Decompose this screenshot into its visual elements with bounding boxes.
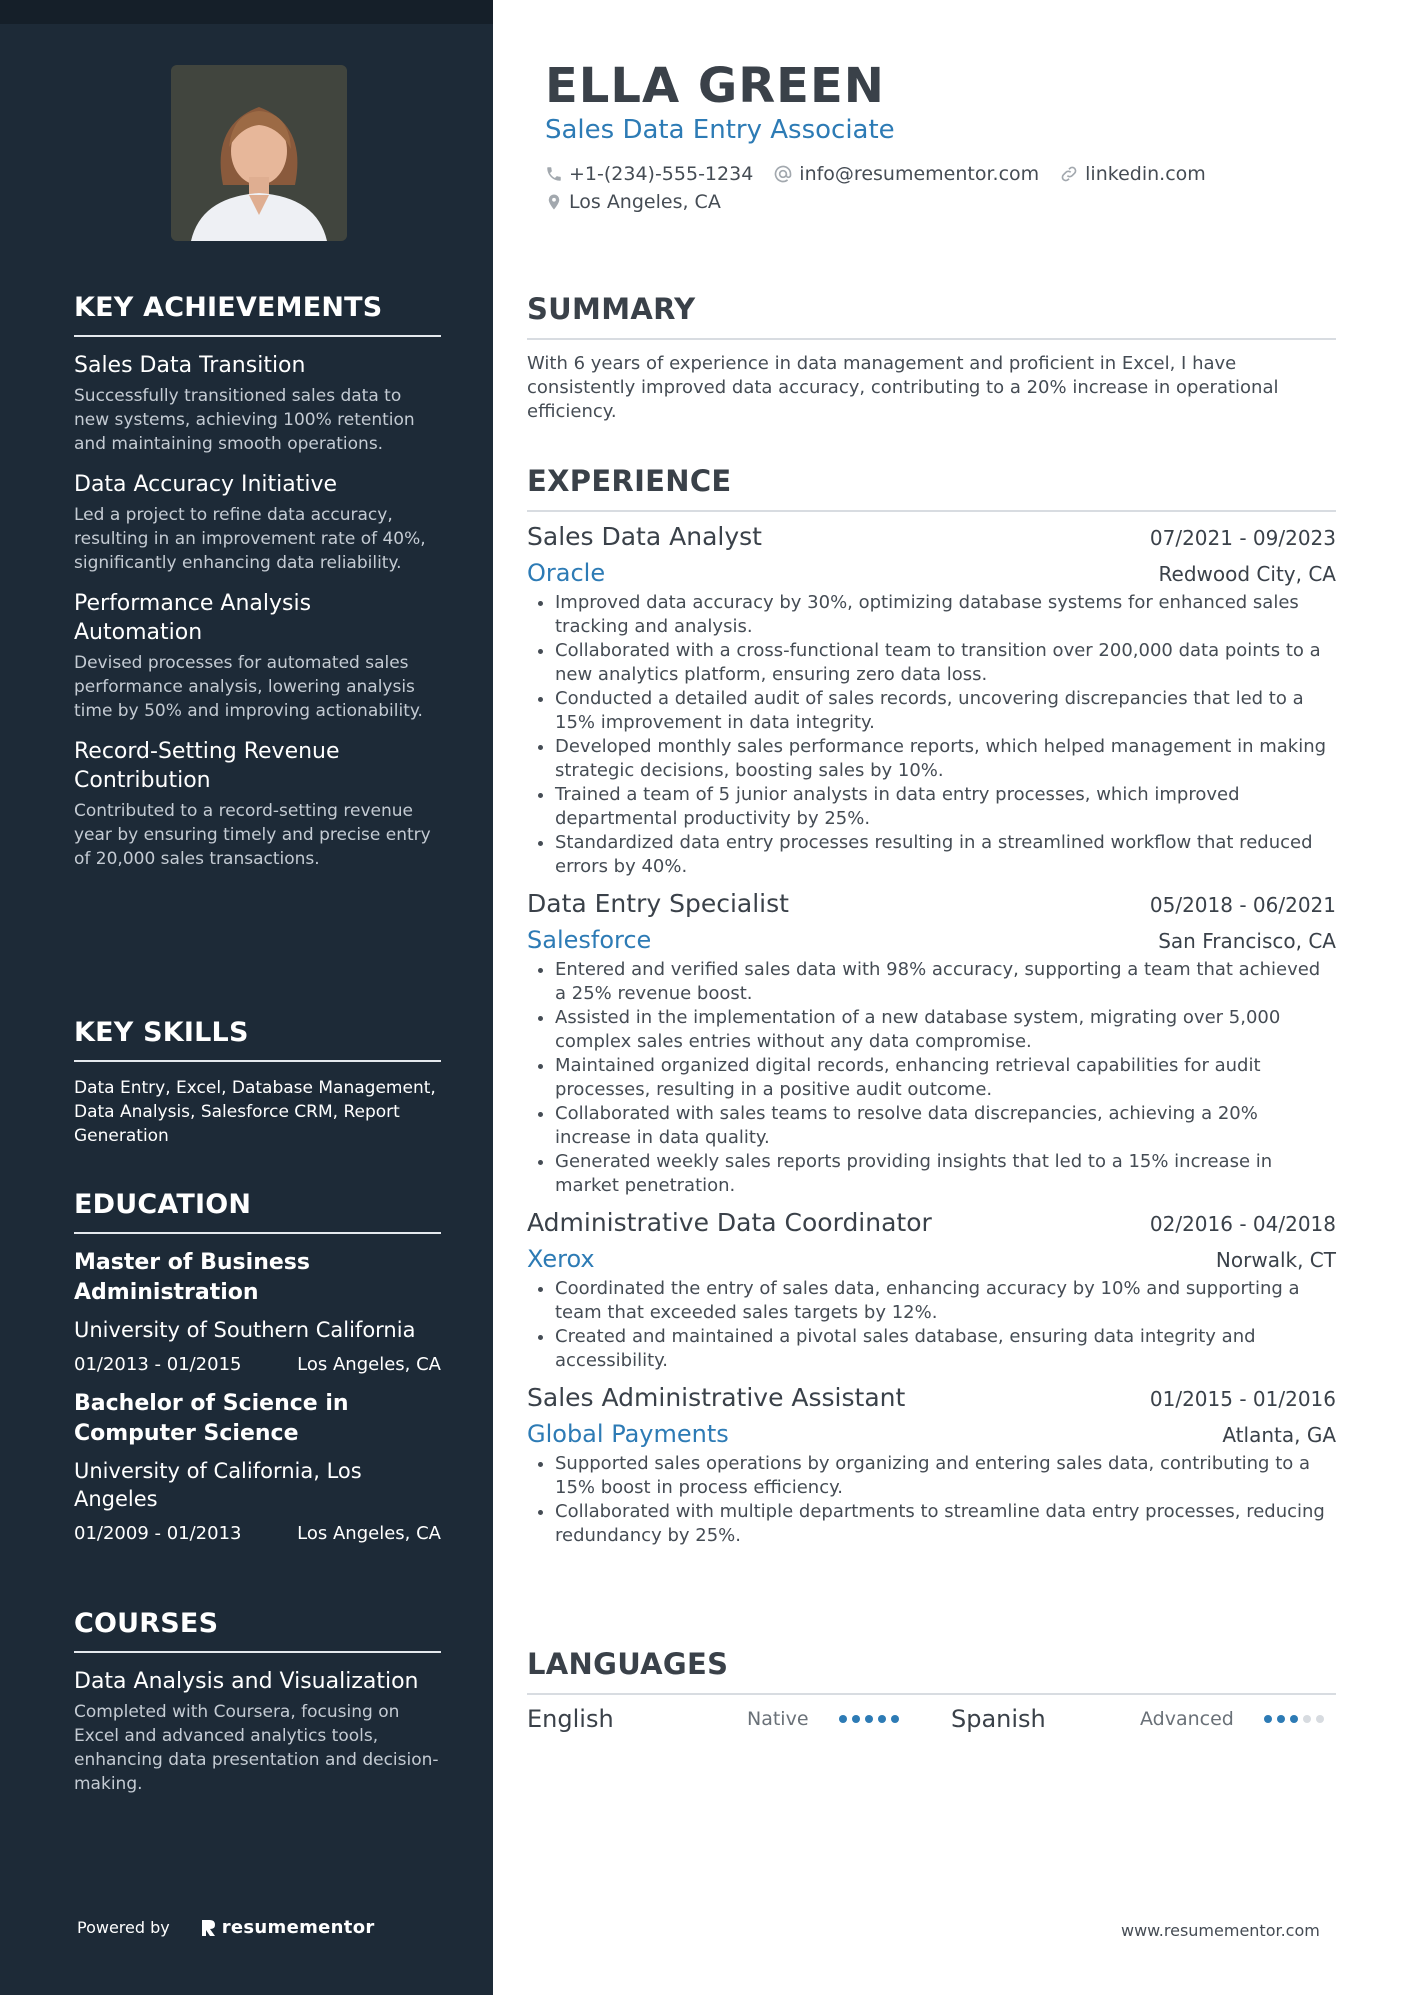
email-text: info@resumementor.com [799, 163, 1040, 185]
experience-title: EXPERIENCE [527, 464, 1336, 512]
job-bullet: • Entered and verified sales data with 98% accuracy, supporting a team that achieved a 25% revenue boost. [555, 958, 1336, 1006]
link-icon [1059, 164, 1079, 184]
summary-section [527, 292, 1336, 424]
job-company: Xerox [527, 1245, 595, 1273]
job-dates: 01/2015 - 01/2016 [1149, 1387, 1336, 1411]
linkedin-text: linkedin.com [1085, 163, 1206, 185]
sidebar [0, 0, 493, 1995]
course-item [74, 1667, 441, 1796]
rating-dot [1290, 1715, 1298, 1723]
language-level: Advanced [1140, 1708, 1234, 1730]
education-location: Los Angeles, CA [297, 1354, 441, 1375]
contact-email[interactable] [773, 163, 1039, 185]
job-location: San Francisco, CA [1158, 929, 1336, 953]
education-degree: Master of Business Administration [74, 1250, 310, 1305]
contact-row-location [545, 191, 721, 213]
achievement-desc: Led a project to refine data accuracy, resulting in an improvement rate of 40%, significantly enhancing data reliability. [74, 505, 426, 573]
brand-mark-icon [200, 1918, 216, 1938]
location-text: Los Angeles, CA [569, 191, 721, 213]
contact-linkedin[interactable] [1059, 163, 1206, 185]
brand-name: resumementor [221, 1917, 375, 1938]
skills-list: Data Entry, Excel, Database Management, Data Analysis, Salesforce CRM, Report Generation [74, 1078, 436, 1146]
rating-dot [852, 1715, 860, 1723]
language-name: Spanish [951, 1705, 1046, 1733]
job-bullet: • Developed monthly sales performance reports, which helped management in making strategic decisions, boosting sales by 10%. [555, 735, 1336, 783]
job-bullet: • Collaborated with sales teams to resolve data discrepancies, achieving a 20% increase in data quality. [555, 1102, 1336, 1150]
job-bullet: • Standardized data entry processes resulting in a streamlined workflow that reduced errors by 40%. [555, 831, 1336, 879]
job-title: Sales Administrative Assistant [527, 1383, 906, 1412]
achievement-desc: Contributed to a record-setting revenue year by ensuring timely and precise entry of 20,000 sales transactions. [74, 801, 431, 869]
courses-title: COURSES [74, 1608, 441, 1653]
achievements-title: KEY ACHIEVEMENTS [74, 292, 441, 337]
language-level: Native [747, 1708, 809, 1730]
education-location: Los Angeles, CA [297, 1523, 441, 1544]
achievement-title: Record-Setting Revenue Contribution [74, 739, 340, 793]
education-item [74, 1389, 441, 1544]
job-entry [527, 522, 1336, 879]
achievement-title: Data Accuracy Initiative [74, 472, 338, 497]
rating-dot [839, 1715, 847, 1723]
language-rating [839, 1715, 951, 1723]
job-bullet: • Conducted a detailed audit of sales records, uncovering discrepancies that led to a 15% improvement in data integrity. [555, 687, 1336, 735]
education-item [74, 1248, 441, 1375]
job-entry [527, 1208, 1336, 1373]
job-company: Salesforce [527, 926, 652, 954]
languages-title: LANGUAGES [527, 1647, 1336, 1695]
courses-section [74, 1608, 441, 1796]
achievement-title: Performance Analysis Automation [74, 591, 312, 645]
job-title: Data Entry Specialist [527, 889, 789, 918]
education-section [74, 1189, 441, 1544]
job-entry [527, 1383, 1336, 1548]
education-degree: Bachelor of Science in Computer Science [74, 1391, 349, 1446]
job-bullet: • Maintained organized digital records, enhancing retrieval capabilities for audit processes, resulting in a positive audit outcome. [555, 1054, 1336, 1102]
skills-title: KEY SKILLS [74, 1017, 441, 1062]
job-entry [527, 889, 1336, 1198]
footer-url[interactable]: www.resumementor.com [1121, 1921, 1320, 1940]
rating-dot [1303, 1715, 1311, 1723]
brand-logo [200, 1917, 375, 1938]
course-title: Data Analysis and Visualization [74, 1669, 419, 1694]
achievement-desc: Devised processes for automated sales performance analysis, lowering analysis time by 50% and improving actionability. [74, 653, 423, 721]
powered-by [77, 1917, 375, 1938]
achievement-item [74, 470, 441, 575]
achievement-item [74, 351, 441, 456]
job-bullets [527, 591, 1336, 879]
achievement-item [74, 589, 441, 723]
achievements-section [74, 292, 441, 871]
education-title: EDUCATION [74, 1189, 441, 1234]
job-bullets [527, 1452, 1336, 1548]
job-bullet: • Improved data accuracy by 30%, optimizing database systems for enhanced sales tracking and analysis. [555, 591, 1336, 639]
language-name: English [527, 1705, 614, 1733]
job-location: Norwalk, CT [1215, 1248, 1336, 1272]
job-bullet: • Generated weekly sales reports providing insights that led to a 15% increase in market penetration. [555, 1150, 1336, 1198]
rating-dot [891, 1715, 899, 1723]
experience-section [527, 464, 1336, 1548]
rating-dot [865, 1715, 873, 1723]
location-pin-icon [545, 192, 563, 212]
job-title: Sales Data Analyst [527, 522, 762, 551]
job-bullet: • Created and maintained a pivotal sales database, ensuring data integrity and accessibility. [555, 1325, 1336, 1373]
job-bullets [527, 1277, 1336, 1373]
job-bullet: • Collaborated with a cross-functional team to transition over 200,000 data points to a new analytics platform, ensuring zero data loss. [555, 639, 1336, 687]
skills-section [74, 1017, 441, 1148]
achievement-desc: Successfully transitioned sales data to new systems, achieving 100% retention and maintaining smooth operations. [74, 386, 415, 454]
education-dates: 01/2013 - 01/2015 [74, 1354, 242, 1375]
job-dates: 05/2018 - 06/2021 [1149, 893, 1336, 917]
rating-dot [1316, 1715, 1324, 1723]
sidebar-top-strip [0, 0, 493, 24]
education-school: University of California, Los Angeles [74, 1459, 362, 1511]
job-dates: 07/2021 - 09/2023 [1149, 526, 1336, 550]
achievement-item [74, 737, 441, 871]
job-bullet: • Assisted in the implementation of a new database system, migrating over 5,000 complex sales entries without any data compromise. [555, 1006, 1336, 1054]
job-bullet: • Collaborated with multiple departments to streamline data entry processes, reducing redundancy by 25%. [555, 1500, 1336, 1548]
powered-by-label: Powered by [77, 1918, 170, 1937]
job-title: Administrative Data Coordinator [527, 1208, 932, 1237]
languages-section [527, 1647, 1336, 1733]
candidate-title: Sales Data Entry Associate [545, 115, 895, 145]
job-bullet: • Coordinated the entry of sales data, enhancing accuracy by 10% and supporting a team that exceeded sales targets by 12%. [555, 1277, 1336, 1325]
rating-dot [1277, 1715, 1285, 1723]
job-bullets [527, 958, 1336, 1198]
job-company: Global Payments [527, 1420, 729, 1448]
course-desc: Completed with Coursera, focusing on Excel and advanced analytics tools, enhancing data presentation and decision-making. [74, 1702, 439, 1794]
education-school: University of Southern California [74, 1318, 416, 1342]
contact-phone[interactable] [545, 163, 753, 185]
job-dates: 02/2016 - 04/2018 [1149, 1212, 1336, 1236]
phone-icon [545, 165, 563, 183]
summary-title: SUMMARY [527, 292, 1336, 340]
job-bullet: • Supported sales operations by organizing and entering sales data, contributing to a 15% boost in process efficiency. [555, 1452, 1336, 1500]
language-rating [1264, 1715, 1324, 1723]
contact-location [545, 191, 721, 213]
candidate-name: ELLA GREEN [545, 58, 885, 114]
contact-row [545, 163, 1206, 185]
phone-text: +1-(234)-555-1234 [569, 163, 754, 185]
achievement-title: Sales Data Transition [74, 353, 306, 378]
rating-dot [878, 1715, 886, 1723]
rating-dot [1264, 1715, 1272, 1723]
profile-photo [171, 65, 347, 241]
at-icon [773, 164, 793, 184]
languages-row [527, 1705, 1336, 1733]
job-location: Redwood City, CA [1158, 562, 1336, 586]
summary-text: With 6 years of experience in data management and proficient in Excel, I have consistently improved data accuracy, contributing to a 20% increase in operational efficiency. [527, 353, 1279, 422]
job-company: Oracle [527, 559, 606, 587]
job-location: Atlanta, GA [1222, 1423, 1336, 1447]
job-bullet: • Trained a team of 5 junior analysts in data entry processes, which improved departmental productivity by 25%. [555, 783, 1336, 831]
education-dates: 01/2009 - 01/2013 [74, 1523, 242, 1544]
